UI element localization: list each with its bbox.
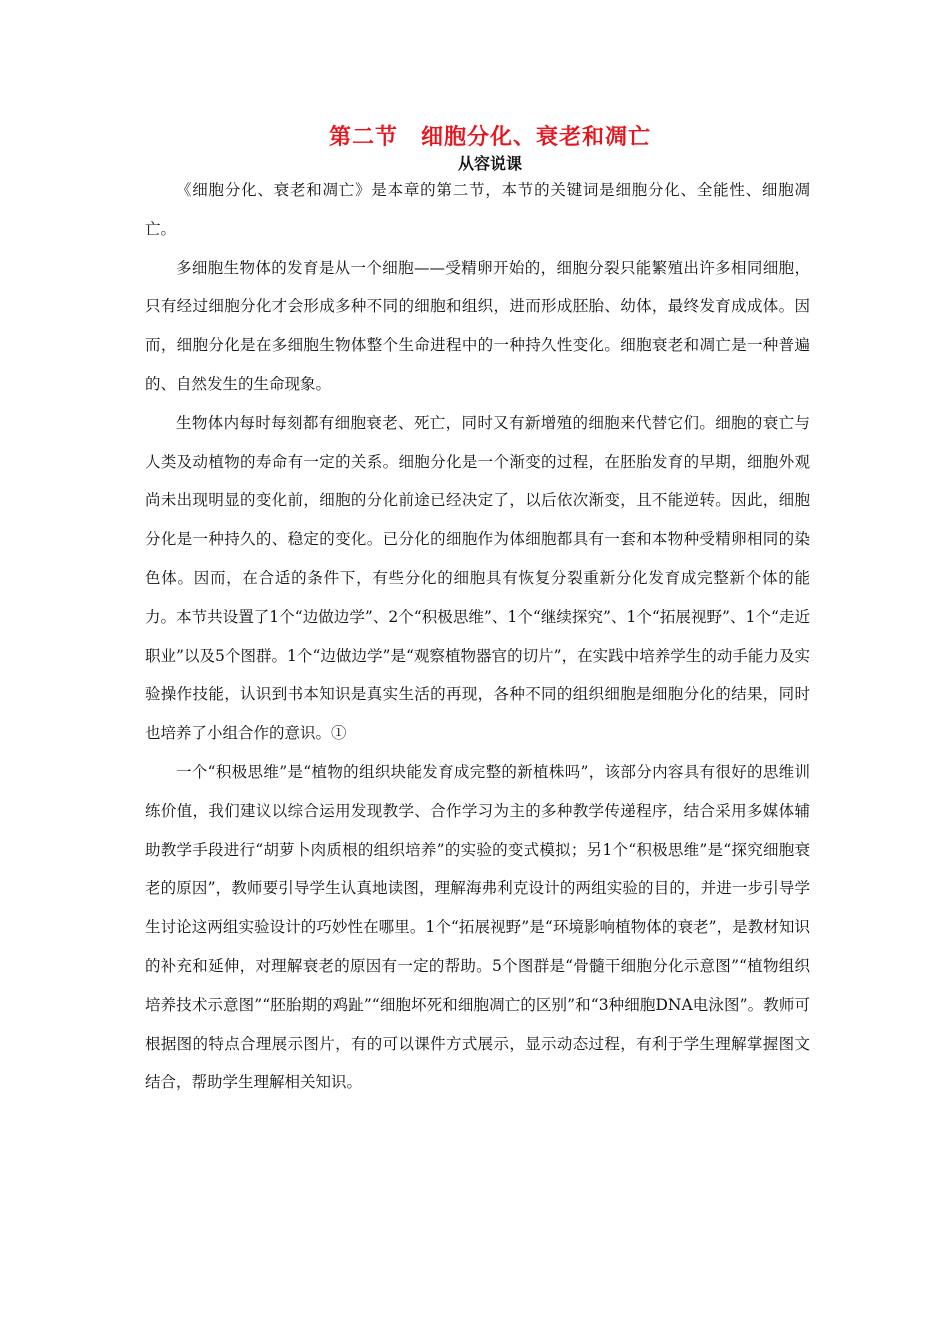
paragraph-intro: 《细胞分化、衰老和凋亡》是本章的第二节，本节的关键词是细胞分化、全能性、细胞凋亡。 [145,181,810,238]
paragraph-differentiation: 生物体内每时每刻都有细胞衰老、死亡，同时又有新增殖的细胞来代替它们。细胞的衰亡与人类及动植物的寿命有一定的关系。细胞分化是一个渐变的过程，在胚胎发育的早期，细胞外观尚未出现明显的变化前，细胞的分化前途已经决定了，以后依次渐变，且不能逆转。因此，细胞分化是一种持久的、稳定的变化。已分化的细胞作为体细胞都具有一套和本物种受精卵相同的染色体。因而，在合适的条件下，有些分化的细胞具有恢复分裂重新分化发育成完整新个体的能力。本节共设置了1个“边做边学”、2个“积极思维”、1个“继续探究”、1个“拓展视野”、1个“走近职业”以及5个图群。1个“边做边学”是“观察植物器官的切片”，在实践中培养学生的动手能力及实验操作技能，认识到书本知识是真实生活的再现，各种不同的组织细胞是细胞分化的结果，同时也培养了小组合作的意识。① [145,413,810,743]
document-body [145,171,810,1102]
page-subtitle: 从容说课 [457,154,522,173]
paragraph-teaching: 一个“积极思维”是“植物的组织块能发育成完整的新植株吗”，该部分内容具有很好的思维训练价值，我们建议以综合运用发现教学、合作学习为主的多种教学传递程序，结合采用多媒体辅助教学手段进行“胡萝卜肉质根的组织培养”的实验的变式模拟；另1个“积极思维”是“探究细胞衰老的原因”，教师要引导学生认真地读图，理解海弗利克设计的两组实验的目的，并进一步引导学生讨论这两组实验设计的巧妙性在哪里。1个“拓展视野”是“环境影响植物体的衰老”，是教材知识的补充和延伸，对理解衰老的原因有一定的帮助。5个图群是“骨髓干细胞分化示意图”“植物组织培养技术示意图”“胚胎期的鸡趾”“细胞坏死和细胞凋亡的区别”和“3种细胞DNA电泳图”。教师可根据图的特点合理展示图片，有的可以课件方式展示，显示动态过程，有利于学生理解掌握图文结合，帮助学生理解相关知识。 [145,762,810,1092]
paragraph-development: 多细胞生物体的发育是从一个细胞——受精卵开始的，细胞分裂只能繁殖出许多相同细胞，只有经过细胞分化才会形成多种不同的细胞和组织，进而形成胚胎、幼体，最终发育成成体。因而，细胞分化是在多细胞生物体整个生命进程中的一种持久性变化。细胞衰老和凋亡是一种普遍的、自然发生的生命现象。 [145,258,810,393]
page-title: 第二节 细胞分化、衰老和凋亡 [328,124,651,150]
